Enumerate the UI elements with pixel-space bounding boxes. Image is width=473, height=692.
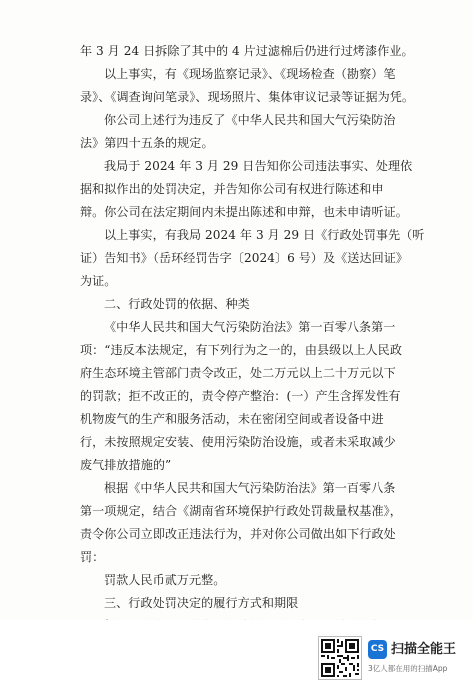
paragraph-line: 证）告知书》（岳环经罚告字〔2024〕6 号）及《送达回证》 [80,251,409,265]
paragraph-line: 罚： [80,550,105,564]
paragraph-line: 行，未按照规定安装、使用污染防治设施，或者未采取减少 [80,435,396,449]
paragraph-line: 第一项规定，结合《湖南省环境保护行政处罚裁量权基准》， [80,504,402,518]
paragraph-line: 录》、《调查询问笔录》、现场照片、集体审议记录等证据为凭。 [80,90,415,104]
paragraph-line: 法》第四十五条的规定。 [80,136,214,150]
camscanner-logo-icon: CS [368,640,387,659]
paragraph-line: 辩。你公司在法定期间内未提出陈述和申辩，也未申请听证。 [80,205,408,219]
section-heading: 二、行政处罚的依据、种类 [104,297,250,311]
paragraph-line: 据和拟作出的处罚决定，并告知你公司有权进行陈述和申 [80,182,384,196]
paragraph-line: 府生态环境主管部门责令改正，处二万元以上二十万元以下 [80,366,396,380]
paragraph-line: 以上事实，有《现场监察记录》、《现场检查（勘察）笔 [104,67,396,81]
paragraph-line: 机物废气的生产和服务活动，未在密闭空间或者设备中进 [80,412,384,426]
paragraph-line: 以上事实，有我局 2024 年 3 月 29 日《行政处罚事先（听 [104,228,425,242]
paragraph-line: 为证。 [80,274,117,288]
document-body [80,40,425,638]
section-heading: 三、行政处罚决定的履行方式和期限 [104,596,299,610]
paragraph-line: 废气排放措施的” [80,458,172,472]
paragraph-line: 责令你公司立即改正违法行为，并对你公司做出如下行政处 [80,527,396,541]
paragraph-line: 的罚款；拒不改正的，责令停产整治：(一）产生含挥发性有 [80,389,401,403]
paragraph-line: 我局于 2024 年 3 月 29 日告知你公司违法事实、处理依 [104,159,413,173]
paragraph-line: 《中华人民共和国大气污染防治法》第一百零八条第一 [104,320,396,334]
paragraph-line: 你公司上述行为违反了《中华人民共和国大气污染防治 [104,113,396,127]
scanner-tagline: 3亿人都在用的扫描App [368,664,448,673]
scanner-brand-name: 扫描全能王 [391,642,457,657]
paragraph-line: 根据《中华人民共和国大气污染防治法》第一百零八条 [104,481,396,495]
penalty-amount: 罚款人民币贰万元整。 [104,573,226,587]
qr-code-icon [318,636,362,680]
paragraph-line: 项：“违反本法规定，有下列行为之一的，由县级以上人民政 [80,343,402,357]
paragraph-line: 年 3 月 24 日拆除了其中的 4 片过滤棉后仍进行过烤漆作业。 [80,44,414,58]
